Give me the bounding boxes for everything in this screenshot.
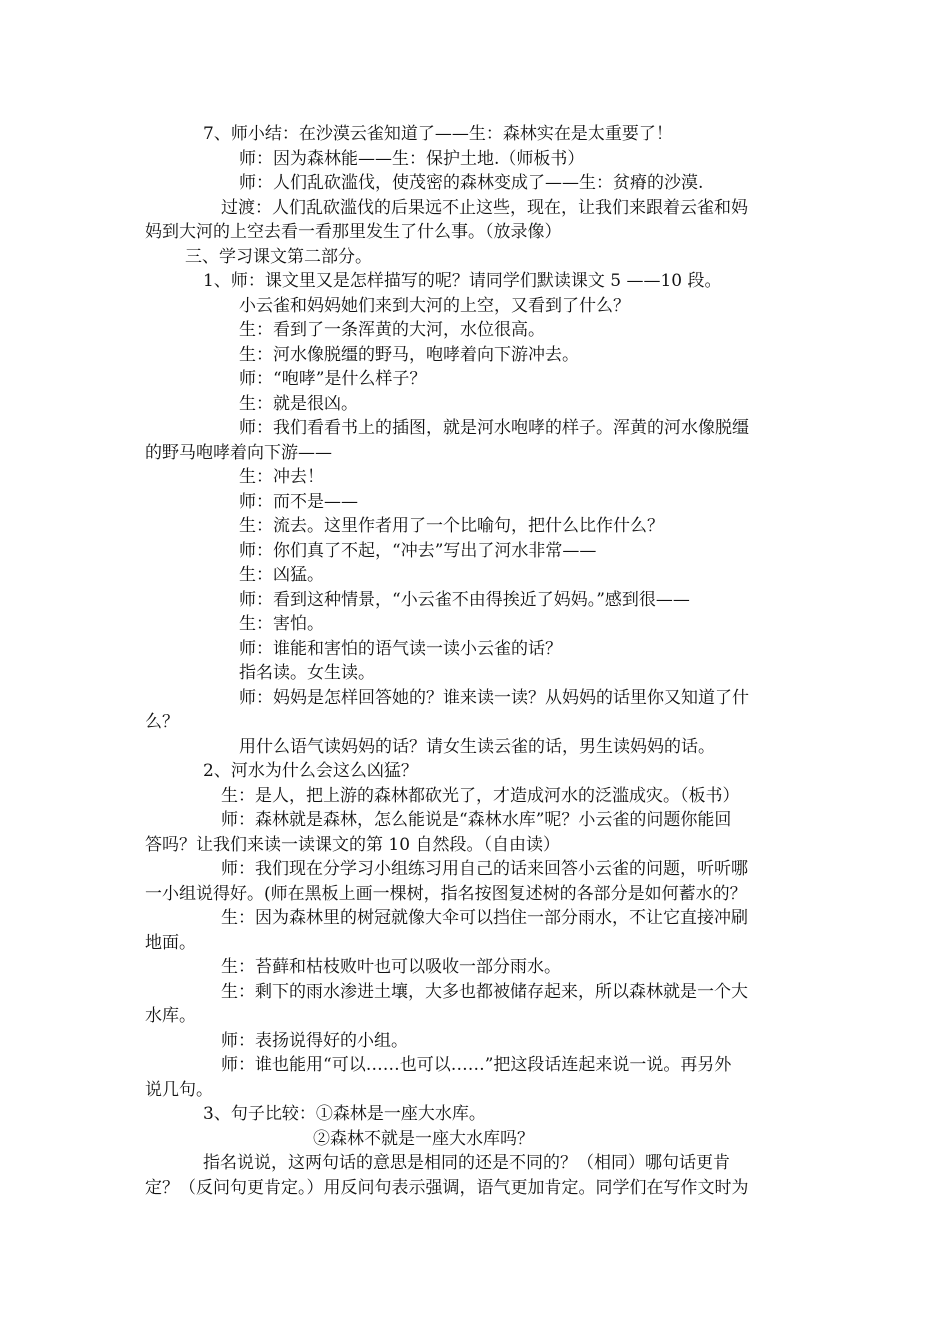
text-line: 师：而不是—— bbox=[239, 491, 358, 512]
text-line: 指名说说，这两句话的意思是相同的还是不同的？（相同）哪句话更肯 bbox=[203, 1153, 730, 1173]
text-line: 过渡：人们乱砍滥伐的后果远不止这些，现在，让我们来跟着云雀和妈 bbox=[221, 197, 748, 218]
text-line: 3、句子比较：①森林是一座大水库。 bbox=[203, 1104, 486, 1124]
text-line: 师：因为森林能——生：保护土地.（师板书） bbox=[239, 148, 585, 169]
text-line: 师：森林就是森林，怎么能说是“森林水库”呢？小云雀的问题你能回 bbox=[221, 810, 732, 830]
text-line: 生：是人，把上游的森林都砍光了，才造成河水的泛滥成灾。（板书） bbox=[221, 785, 740, 806]
text-line: 指名读。女生读。 bbox=[239, 663, 375, 683]
text-line: 小云雀和妈妈她们来到大河的上空，又看到了什么？ bbox=[239, 295, 630, 316]
text-line: 1、师：课文里又是怎样描写的呢？请同学们默读课文 5 ——10 段。 bbox=[203, 271, 722, 291]
text-line: 师：你们真了不起，“冲去”写出了河水非常—— bbox=[239, 540, 597, 561]
text-line: 生：害怕。 bbox=[239, 614, 324, 634]
text-line: 师：表扬说得好的小组。 bbox=[221, 1030, 408, 1051]
text-line: 师：我们看看书上的插图，就是河水咆哮的样子。浑黄的河水像脱缰 bbox=[239, 418, 749, 438]
text-line: 说几句。 bbox=[145, 1079, 213, 1100]
section-heading: 三、学习课文第二部分。 bbox=[185, 246, 372, 267]
text-line: 生：流去。这里作者用了一个比喻句，把什么比作什么？ bbox=[239, 516, 664, 536]
document-body bbox=[145, 122, 815, 1200]
text-line: 生：因为森林里的树冠就像大伞可以挡住一部分雨水，不让它直接冲刷 bbox=[221, 908, 748, 928]
text-line: 妈到大河的上空去看一看那里发生了什么事。（放录像） bbox=[145, 222, 562, 242]
text-line: 生：看到了一条浑黄的大河，水位很高。 bbox=[239, 320, 545, 340]
text-line: 生：剩下的雨水渗进土壤，大多也都被储存起来，所以森林就是一个大 bbox=[221, 981, 748, 1002]
text-line: 师：妈妈是怎样回答她的？谁来读一读？从妈妈的话里你又知道了什 bbox=[239, 687, 749, 708]
text-line: 生：河水像脱缰的野马，咆哮着向下游冲去。 bbox=[239, 344, 579, 365]
text-line: 师：谁能和害怕的语气读一读小云雀的话？ bbox=[239, 638, 562, 659]
text-line: 师：看到这种情景，“小云雀不由得挨近了妈妈。”感到很—— bbox=[239, 589, 690, 610]
text-line: 定？（反问句更肯定。）用反问句表示强调，语气更加肯定。同学们在写作文时为 bbox=[145, 1177, 749, 1198]
text-line: 生：就是很凶。 bbox=[239, 393, 358, 414]
text-line: 2、河水为什么会这么凶猛？ bbox=[203, 761, 418, 781]
text-line: 师：我们现在分学习小组练习用自己的话来回答小云雀的问题，听听哪 bbox=[221, 859, 748, 879]
text-line: 生：凶猛。 bbox=[239, 565, 324, 585]
text-line: 地面。 bbox=[145, 932, 196, 953]
text-line: 师：“咆哮”是什么样子？ bbox=[239, 369, 427, 389]
text-line: 的野马咆哮着向下游—— bbox=[145, 442, 332, 463]
text-line: 生：苔藓和枯枝败叶也可以吸收一部分雨水。 bbox=[221, 957, 561, 977]
text-line: 生：冲去！ bbox=[239, 467, 324, 487]
text-line: 答吗？让我们来读一读课文的第 10 自然段。（自由读） bbox=[145, 834, 560, 855]
text-line: 用什么语气读妈妈的话？请女生读云雀的话，男生读妈妈的话。 bbox=[239, 736, 715, 757]
text-line: 7、师小结：在沙漠云雀知道了——生：森林实在是太重要了！ bbox=[203, 124, 673, 144]
text-line: 师：谁也能用“可以……也可以……”把这段话连起来说一说。再另外 bbox=[221, 1055, 732, 1075]
text-line: ②森林不就是一座大水库吗？ bbox=[313, 1128, 534, 1149]
text-line: 一小组说得好。(师在黑板上画一棵树，指名按图复述树的各部分是如何蓄水的？ bbox=[145, 883, 747, 904]
text-line: 么？ bbox=[145, 712, 179, 732]
text-line: 水库。 bbox=[145, 1006, 196, 1026]
text-line: 师：人们乱砍滥伐，使茂密的森林变成了——生：贫瘠的沙漠. bbox=[239, 173, 704, 193]
